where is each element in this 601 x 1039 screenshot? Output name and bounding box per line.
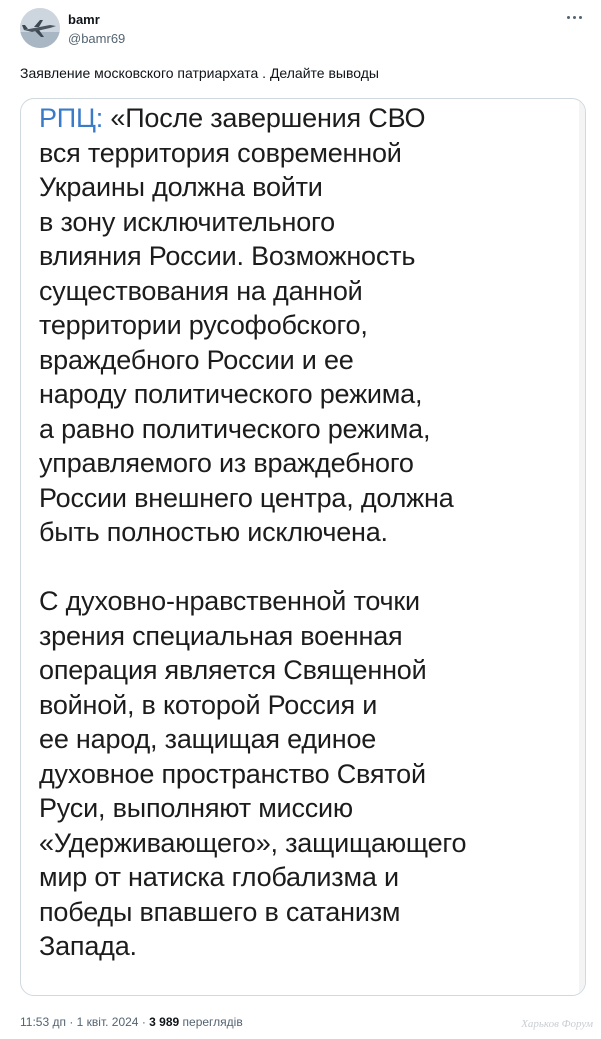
screenshot-line: народу политического режима, (39, 379, 423, 409)
tweet-meta (20, 1014, 243, 1030)
screenshot-line: Украины должна войти (39, 172, 323, 202)
meta-separator: · (138, 1015, 150, 1029)
tweet-text: Заявление московского патриархата . Делайте выводы (20, 65, 379, 81)
more-dot-icon (567, 16, 570, 19)
avatar[interactable] (20, 8, 60, 48)
screenshot-line: влияния России. Возможность (39, 241, 416, 271)
screenshot-line: существования на данной (39, 275, 363, 306)
screenshot-line: зрения специальная военная (39, 620, 403, 651)
more-dot-icon (579, 16, 582, 19)
screenshot-line: победы впавшего в сатанизм (39, 896, 401, 927)
user-name[interactable]: bamr (68, 12, 100, 27)
tweet-media-image[interactable] (20, 98, 586, 996)
paragraph-gap (39, 550, 583, 585)
screenshot-line-text: «После завершения СВО (103, 103, 426, 133)
screenshot-text (39, 101, 583, 964)
screenshot-line: быть полностью исключена. (39, 517, 388, 547)
screenshot-line: а равно политического режима, (39, 413, 431, 444)
views-count: 3 989 (149, 1015, 180, 1029)
screenshot-line: в зону исключительного (39, 206, 335, 237)
screenshot-line: духовное пространство Святой (39, 758, 426, 789)
meta-separator: · (65, 1015, 77, 1029)
screenshot-line: России внешнего центра, должна (39, 482, 454, 513)
screenshot-line: ее народ, защищая единое (39, 724, 377, 754)
screenshot-line: враждебного России и ее (39, 344, 354, 375)
views-label: переглядів (179, 1015, 243, 1029)
jet-avatar-icon (20, 8, 60, 48)
screenshot-line: мир от натиска глобализма и (39, 862, 399, 892)
screenshot-line: вся территория современной (39, 137, 402, 168)
user-handle[interactable]: @bamr69 (68, 31, 126, 46)
media-screenshot (39, 101, 583, 993)
watermark: Харьков Форум (521, 1018, 593, 1030)
screenshot-line: управляемого из враждебного (39, 448, 414, 478)
screenshot-line: Руси, выполняют миссию (39, 793, 353, 823)
more-dot-icon (573, 16, 576, 19)
screenshot-line: «Удерживающего», защищающего (39, 827, 467, 858)
screenshot-line: Запада. (39, 931, 137, 961)
screenshot-line: С духовно-нравственной точки (39, 586, 420, 616)
screenshot-line: территории русофобского, (39, 310, 368, 340)
screenshot-line: войной, в которой Россия и (39, 689, 378, 720)
more-options-button[interactable] (563, 8, 585, 26)
screenshot-line (39, 101, 583, 136)
screenshot-line: операция является Священной (39, 655, 427, 685)
tweet-time[interactable]: 11:53 дп (20, 1015, 66, 1029)
tweet-date[interactable]: 1 квіт. 2024 (76, 1015, 139, 1029)
media-edge (579, 99, 585, 995)
rpc-label: РПЦ: (39, 103, 104, 133)
